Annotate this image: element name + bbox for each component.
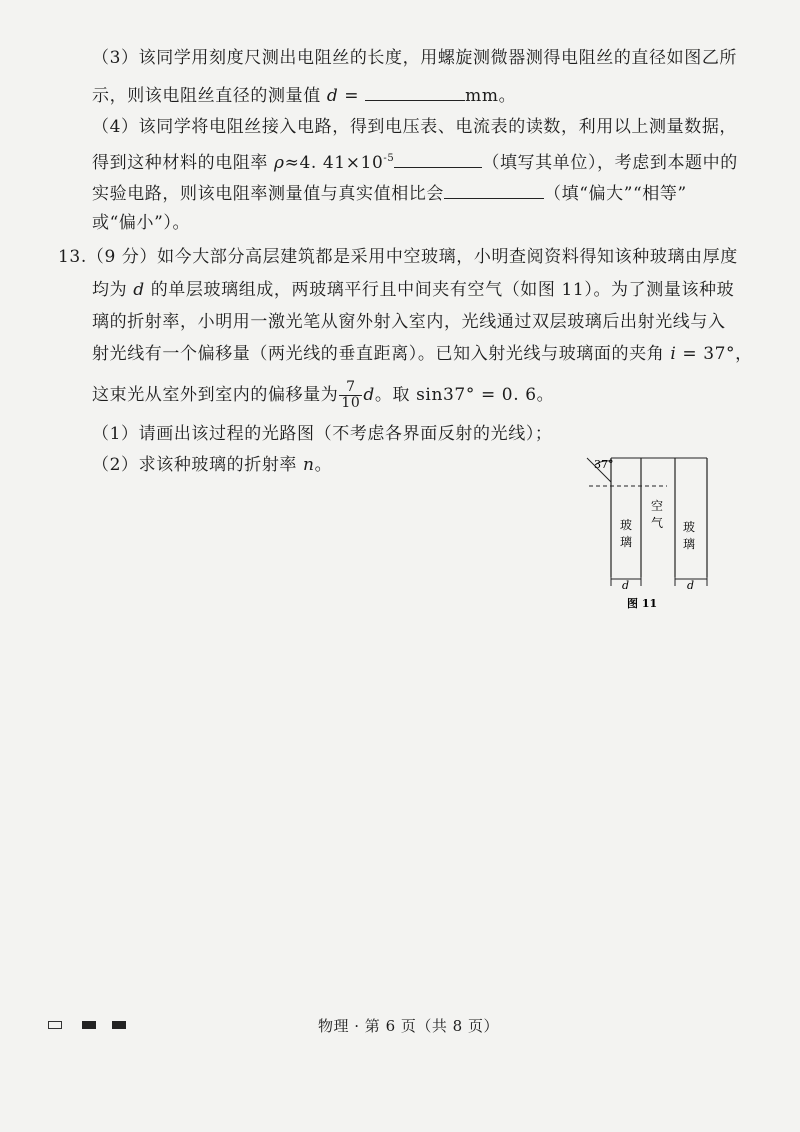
part4-line3 xyxy=(92,180,687,205)
q13-sub2-post: 。 xyxy=(314,455,333,475)
q13-line5 xyxy=(92,380,554,411)
q13-line4 xyxy=(92,343,753,365)
footer-mark-hollow xyxy=(48,1021,62,1029)
angle-label: 37° xyxy=(594,458,614,471)
q13-line2 xyxy=(92,279,734,301)
unit-mm: mm。 xyxy=(465,86,517,106)
fraction-denominator: 10 xyxy=(341,395,361,411)
figure-11 xyxy=(575,452,725,617)
right-glass-label-2: 璃 xyxy=(683,537,696,551)
page-number: 物理 · 第 6 页（共 8 页） xyxy=(318,1017,499,1035)
q13-sub2 xyxy=(92,454,332,476)
q13-line1-text: （9 分）如今大部分高层建筑都是采用中空玻璃，小明查阅资料得知该种玻璃由厚度 xyxy=(86,247,738,267)
var-n: n xyxy=(303,455,315,475)
part4-line3-post: （填“偏大”“相等” xyxy=(544,184,687,204)
q13-line2-post: 的单层玻璃组成，两玻璃平行且中间夹有空气（如图 11）。为了测量该种玻 xyxy=(144,280,735,300)
part4-line2 xyxy=(92,148,738,174)
figure-caption: 图 11 xyxy=(627,597,658,610)
part3-line2-text: 示，则该电阻丝直径的测量值 xyxy=(92,86,327,106)
q13-sub1: （1）请画出该过程的光路图（不考虑各界面反射的光线）； xyxy=(92,424,553,444)
air-label-1: 空 xyxy=(651,499,664,513)
answer-blank-compare[interactable] xyxy=(444,180,544,199)
q13-line4-pre: 射光线有一个偏移量（两光线的垂直距离）。已知入射光线与玻璃面的夹角 xyxy=(92,344,671,364)
part3-line2 xyxy=(92,82,516,107)
exponent: -5 xyxy=(383,153,395,164)
part4-line3-text: 实验电路，则该电阻率测量值与真实值相比会 xyxy=(92,184,444,204)
resistivity-value: ≈4. 41×10 xyxy=(284,153,384,173)
part4-line2-post: （填写其单位），考虑到本题中的 xyxy=(482,153,738,173)
part4-line2-text: 得到这种材料的电阻率 xyxy=(92,153,275,173)
fraction xyxy=(339,380,362,411)
var-i: i xyxy=(670,344,677,364)
right-glass-label-1: 玻 xyxy=(683,520,696,534)
air-label-2: 气 xyxy=(651,516,664,530)
dim-label-left: d xyxy=(622,579,630,592)
part3-line1: （3）该同学用刻度尺测出电阻丝的长度，用螺旋测微器测得电阻丝的直径如图乙所 xyxy=(92,48,738,68)
answer-blank-diameter[interactable] xyxy=(365,82,465,101)
dim-label-right: d xyxy=(687,579,695,592)
equals-sign: = xyxy=(338,86,366,106)
footer-mark-solid-1 xyxy=(82,1021,96,1029)
answer-blank-unit[interactable] xyxy=(394,149,482,168)
q13-line3: 璃的折射率，小明用一激光笔从窗外射入室内，光线通过双层玻璃后出射光线与入 xyxy=(92,312,726,332)
q13-line1 xyxy=(58,246,738,268)
q13-sub2-pre: （2）求该种玻璃的折射率 xyxy=(92,455,304,475)
var-d: d xyxy=(363,385,375,405)
part4-line4: 或“偏小”）。 xyxy=(92,213,191,233)
left-glass-label-1: 玻 xyxy=(620,518,633,532)
q13-line2-pre: 均为 xyxy=(92,280,134,300)
var-d: d xyxy=(133,280,145,300)
part4-line1: （4）该同学将电阻丝接入电路，得到电压表、电流表的读数，利用以上测量数据， xyxy=(92,117,738,137)
q13-line5-pre: 这束光从室外到室内的偏移量为 xyxy=(92,385,339,405)
q13-line4-post: = 37°， xyxy=(676,344,753,364)
var-rho: ρ xyxy=(274,153,285,173)
footer-mark-solid-2 xyxy=(112,1021,126,1029)
question-number: 13. xyxy=(58,247,87,267)
var-d: d xyxy=(326,86,339,106)
left-glass-label-2: 璃 xyxy=(620,535,633,549)
fraction-numerator: 7 xyxy=(339,380,362,396)
q13-line5-post: 。取 sin37° = 0. 6。 xyxy=(374,385,555,405)
